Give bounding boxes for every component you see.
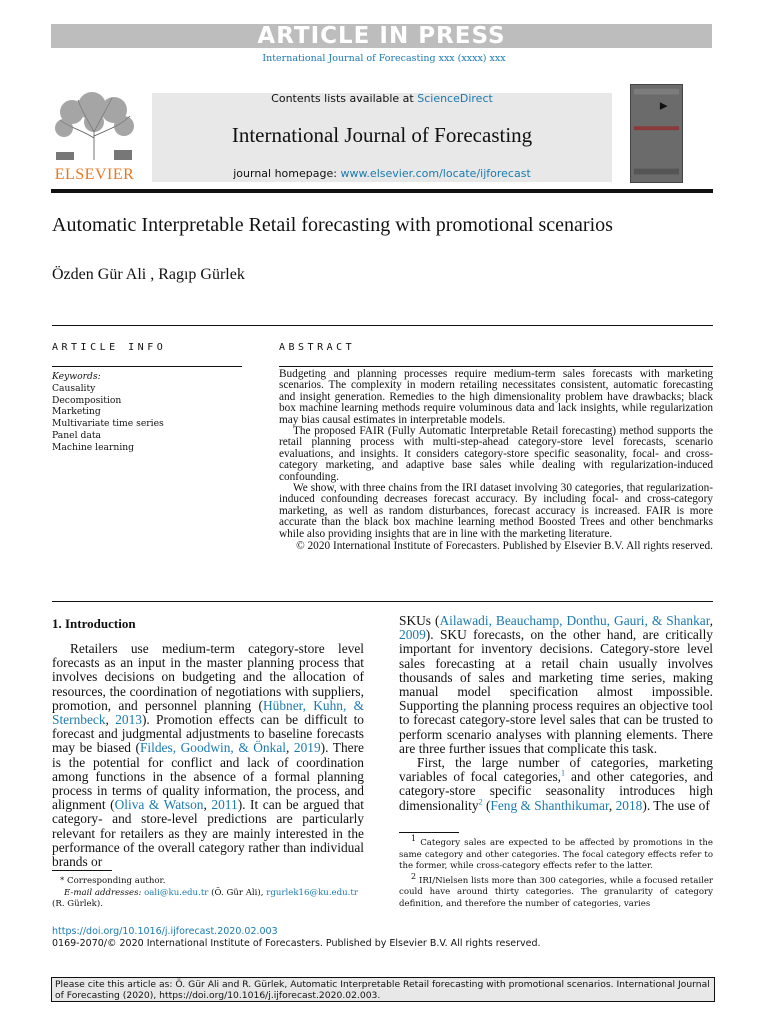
footnotes-right	[399, 834, 714, 911]
keywords-label: Keywords:	[52, 371, 101, 382]
email-link[interactable]: rgurlek16@ku.edu.tr	[266, 887, 358, 898]
footnote-ref[interactable]: 1	[561, 768, 566, 778]
publisher-name: ELSEVIER	[54, 166, 135, 183]
citation-link[interactable]: Feng & Shanthikumar	[490, 797, 609, 813]
keyword-item: Causality	[52, 382, 96, 394]
sciencedirect-link[interactable]: ScienceDirect	[417, 92, 493, 105]
citation-year-link[interactable]: 2019	[293, 740, 321, 756]
abstract-heading: ABSTRACT	[279, 342, 356, 353]
citation-year-link[interactable]: 2013	[115, 712, 142, 728]
homepage-link[interactable]: www.elsevier.com/locate/ijforecast	[340, 167, 531, 180]
footnote-ref[interactable]: 2	[478, 797, 483, 807]
abstract-copyright: © 2020 International Institute of Forecasters. Published by Elsevier B.V. All rights reserved.	[296, 540, 713, 553]
email-name: (R. Gürlek).	[52, 899, 103, 910]
citation-box: Please cite this article as: Ö. Gür Ali and R. Gürlek, Automatic Interpretable Retail forecasting with promotional scenarios. International Journal of Forecasting (2020), https://doi.org/10.1016/j.ijforecast.2020.02.003.	[51, 977, 715, 1002]
homepage-prefix: journal homepage:	[233, 167, 341, 180]
header-rule	[51, 189, 713, 193]
keyword-item: Panel data	[52, 429, 101, 441]
citation-year-link[interactable]: 2009	[399, 627, 426, 643]
article-info-heading: ARTICLE INFO	[52, 342, 167, 353]
doi-link[interactable]: https://doi.org/10.1016/j.ijforecast.2020.02.003	[52, 926, 278, 937]
elsevier-tree-logo	[52, 90, 137, 162]
abstract-paragraph: Budgeting and planning processes require medium-term sales forecasts with marketing scenarios. The complexity in modern retailing necessitates consistent, automatic forecasting and insight generation. Remedies to the high dimensionality problem have drawbacks; black box machine learning methods require voluminous data and lack insights, while regularization may bias causal estimates in interpretable models.	[279, 368, 713, 426]
corresponding-author: Corresponding author.	[67, 876, 166, 886]
footnote-1: $^1$ Category sales are expected to be affected by promotions in the same category and other categories. The focal category effects refer to the former, while cross-category effects refer to the latter.	[399, 834, 714, 872]
intro-paragraph: Retailers use medium-term category-store level forecasts as an input in the master planning process that involves decisions on budgeting and the allocation of resources, the coordination of negotiations with suppliers, promotion, and personnel planning (Hübner, Kuhn, & Sternbeck, 2013). Promotion effects can be difficult to forecast and judgmental adjustments to baseline forecasts may be biased (Fildes, Goodwin, & Önkal, 2019). There is the potential for conflict and lack of coordination among functions in the absence of a formal planning process in terms of quality information, the process, and alignment (Oliva & Watson, 2011). It can be argued that category- and store-level predictions are particularly relevant for retailers as they are mainly interested in the performance of the overall category rather than individual brands or	[52, 641, 364, 870]
contents-prefix: Contents lists available at	[271, 92, 418, 105]
article-in-press-banner: ARTICLE IN PRESS	[51, 24, 712, 48]
section-rule	[52, 325, 713, 326]
issn-line: 0169-2070/© 2020 International Institute of Forecasters. Published by Elsevier B.V. All rights reserved.	[52, 938, 541, 949]
abstract-body	[279, 369, 713, 553]
email-label: E-mail addresses:	[64, 887, 142, 898]
citation-link[interactable]: Fildes, Goodwin, & Önkal	[139, 740, 286, 756]
journal-cover-image	[630, 84, 683, 183]
keyword-item: Decomposition	[52, 394, 122, 406]
citation-year-link[interactable]: 2011	[211, 797, 238, 813]
email-link[interactable]: oali@ku.edu.tr	[144, 887, 209, 898]
footnote-rule-left	[52, 870, 112, 871]
citation-link[interactable]: Ailawadi, Beauchamp, Donthu, Gauri, & Shankar	[439, 613, 710, 628]
corresponding-footnote: * Corresponding author. E-mail addresses: oali@ku.edu.tr (Ö. Gür Ali), rgurlek16@ku.edu.tr (R. Gürlek).	[52, 876, 364, 911]
keywords-block	[52, 371, 242, 454]
info-rule	[52, 366, 242, 367]
intro-paragraph-cont: SKUs (Ailawadi, Beauchamp, Donthu, Gauri, & Shankar, 2009). SKU forecasts, on the other hand, are critically important for inventory decisions. Category-store level sales forecasting at a retail chain usually involves thousands of sales and marketing time series, making manual model specification almost impossible. Supporting the planning process requires an objective tool to forecast category-store level sales that can be trusted to perform scenario analyses with planning elements. There are three further issues that complicate this task.	[399, 613, 714, 756]
intro-paragraph: First, the large number of categories, marketing variables of focal categories,$^1$ and other categories, and category-store specific seasonality introduces high dimensionality$^2$ (Feng & Shanthikumar, 2018). The use of	[399, 755, 713, 813]
citation-year-link[interactable]: 2018	[615, 797, 643, 813]
citation-link[interactable]: Hübner, Kuhn, & Sternbeck	[52, 697, 364, 728]
author-list: Özden Gür Ali , Ragıp Gürlek	[52, 266, 245, 283]
footnote-rule-right	[399, 832, 459, 833]
abstract-paragraph: We show, with three chains from the IRI dataset involving 30 categories, that regularization-induced confounding decreases forecast accuracy. By including focal- and cross-category marketing, as well as random disturbances, forecast accuracy is increased. FAIR is more accurate than the black box machine learning method Boosted Trees and other benchmarks while also providing insights that are in line with the marketing literature.	[279, 482, 713, 540]
keyword-item: Machine learning	[52, 441, 135, 453]
body-column-right	[399, 614, 713, 813]
contents-line	[152, 92, 612, 105]
journal-title: International Journal of Forecasting	[231, 123, 533, 147]
introduction-heading: 1. Introduction	[52, 616, 136, 631]
abstract-paragraph: The proposed FAIR (Fully Automatic Interpretable Retail forecasting) method supports the retail planning process with multi-step-ahead category-store level forecasts, scenario evaluations, and insights. It considers category-store specific seasonality, focal- and cross-category marketing, and adaptive base sales while dealing with regularization-induced confounding.	[279, 425, 713, 483]
footnote-2: $^2$ IRI/Nielsen lists more than 300 categories, while a focused retailer could have around thirty categories. The granularity of category definition, and therefore the number of categories, varies	[399, 871, 714, 909]
homepage-line	[152, 167, 612, 180]
body-rule	[52, 601, 713, 602]
citation-link[interactable]: Oliva & Watson	[114, 797, 204, 813]
keyword-item: Multivariate time series	[52, 418, 164, 430]
abstract-rule	[279, 366, 713, 367]
article-title: Automatic Interpretable Retail forecasting with promotional scenarios	[52, 214, 613, 236]
keyword-item: Marketing	[52, 406, 101, 418]
footnote-mark: *	[60, 876, 65, 886]
body-column-left	[52, 642, 364, 869]
journal-reference-link[interactable]: International Journal of Forecasting xxx (xxxx) xxx	[262, 53, 506, 64]
